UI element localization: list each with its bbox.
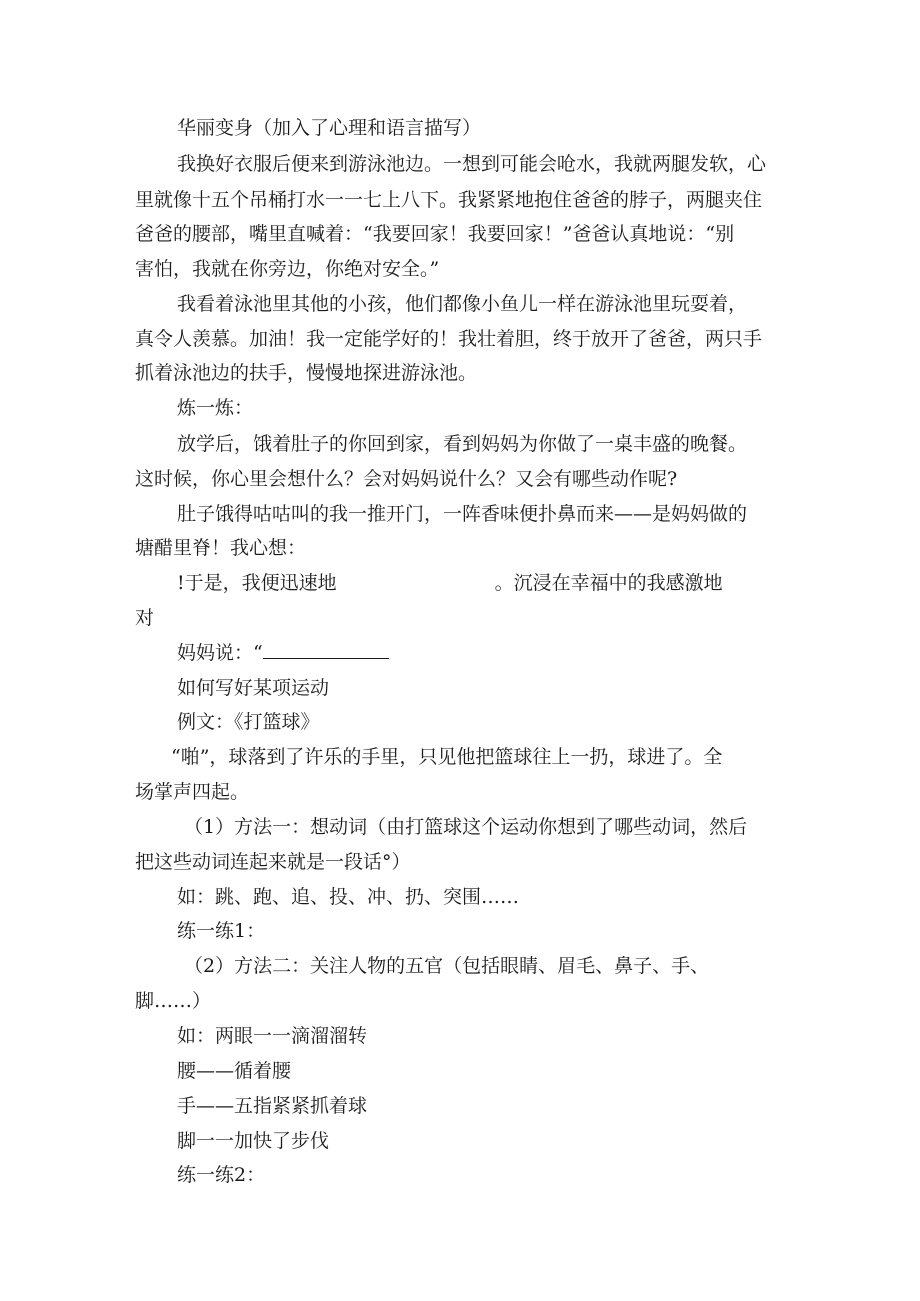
text-line: 脚一一加快了步伐 xyxy=(177,1130,330,1152)
text-line: 练一练1： xyxy=(177,920,266,942)
text-line: 脚……） xyxy=(135,990,212,1012)
text-line xyxy=(177,641,389,665)
text-line: 华丽变身（加入了心理和语言描写） xyxy=(177,117,482,139)
text-line: 例文：《打篮球》 xyxy=(177,711,320,733)
text-line: 我看着泳池里其他的小孩，他们都像小鱼儿一样在游泳池里玩耍着， xyxy=(177,293,748,315)
text-line: 里就像十五个吊桶打水一一七上八下。我紧紧地抱住爸爸的脖子，两腿夹住 xyxy=(135,189,763,211)
text-line: 我换好衣服后便来到游泳池边。一想到可能会呛水，我就两腿发软，心 xyxy=(177,153,767,175)
text-line: 害怕，我就在你旁边，你绝对安全。” xyxy=(135,258,440,280)
text-line: 真令人羡慕。加油！我一定能学好的！我壮着胆，终于放开了爸爸，两只手 xyxy=(135,328,763,350)
text-line: 如：跳、跑、追、投、冲、扔、突围…… xyxy=(177,886,520,908)
text-line: 塘醋里脊！我心想： xyxy=(135,537,307,559)
quote-prefix: 妈妈说：“ xyxy=(177,642,263,664)
text-line: 场掌声四起。 xyxy=(135,781,250,803)
text-line: 抓着泳池边的扶手，慢慢地探进游泳池。 xyxy=(135,362,478,384)
section-heading: 如何写好某项运动 xyxy=(177,677,330,699)
text-line: （2）方法二：关注人物的五官（包括眼睛、眉毛、鼻子、手、 xyxy=(184,955,710,977)
text-line: （1）方法一：想动词（由打篮球这个运动你想到了哪些动词，然后 xyxy=(184,816,748,838)
fill-in-prefix: !于是，我便迅速地 xyxy=(177,572,337,594)
text-line: 放学后，饿着肚子的你回到家，看到妈妈为你做了一桌丰盛的晚餐。 xyxy=(177,433,748,455)
answer-blank-line xyxy=(263,644,389,659)
text-line: “啪”，球落到了许乐的手里，只见他把篮球往上一扔，球进了。全 xyxy=(171,746,723,768)
fill-in-suffix: 。沉浸在幸福中的我感激地 xyxy=(494,572,723,594)
text-line xyxy=(177,571,723,595)
text-line: 把这些动词连起来就是一段话°） xyxy=(135,851,411,873)
text-line: 手——五指紧紧抓着球 xyxy=(177,1095,368,1117)
text-line: 腰——循着腰 xyxy=(177,1060,292,1082)
text-line: 爸爸的腰部，嘴里直喊着：“我要回家！我要回家！”爸爸认真地说：“别 xyxy=(135,223,735,245)
text-line: 对 xyxy=(135,607,155,629)
text-line: 炼一炼： xyxy=(177,397,254,419)
text-line: 这时候，你心里会想什么？会对妈妈说什么？又会有哪些动作呢? xyxy=(135,468,678,490)
text-line: 练一练2： xyxy=(177,1164,266,1186)
text-line: 肚子饿得咕咕叫的我一推开门，一阵香味便扑鼻而来——是妈妈做的 xyxy=(177,503,748,525)
text-line: 如：两眼一一滴溜溜转 xyxy=(177,1025,368,1047)
